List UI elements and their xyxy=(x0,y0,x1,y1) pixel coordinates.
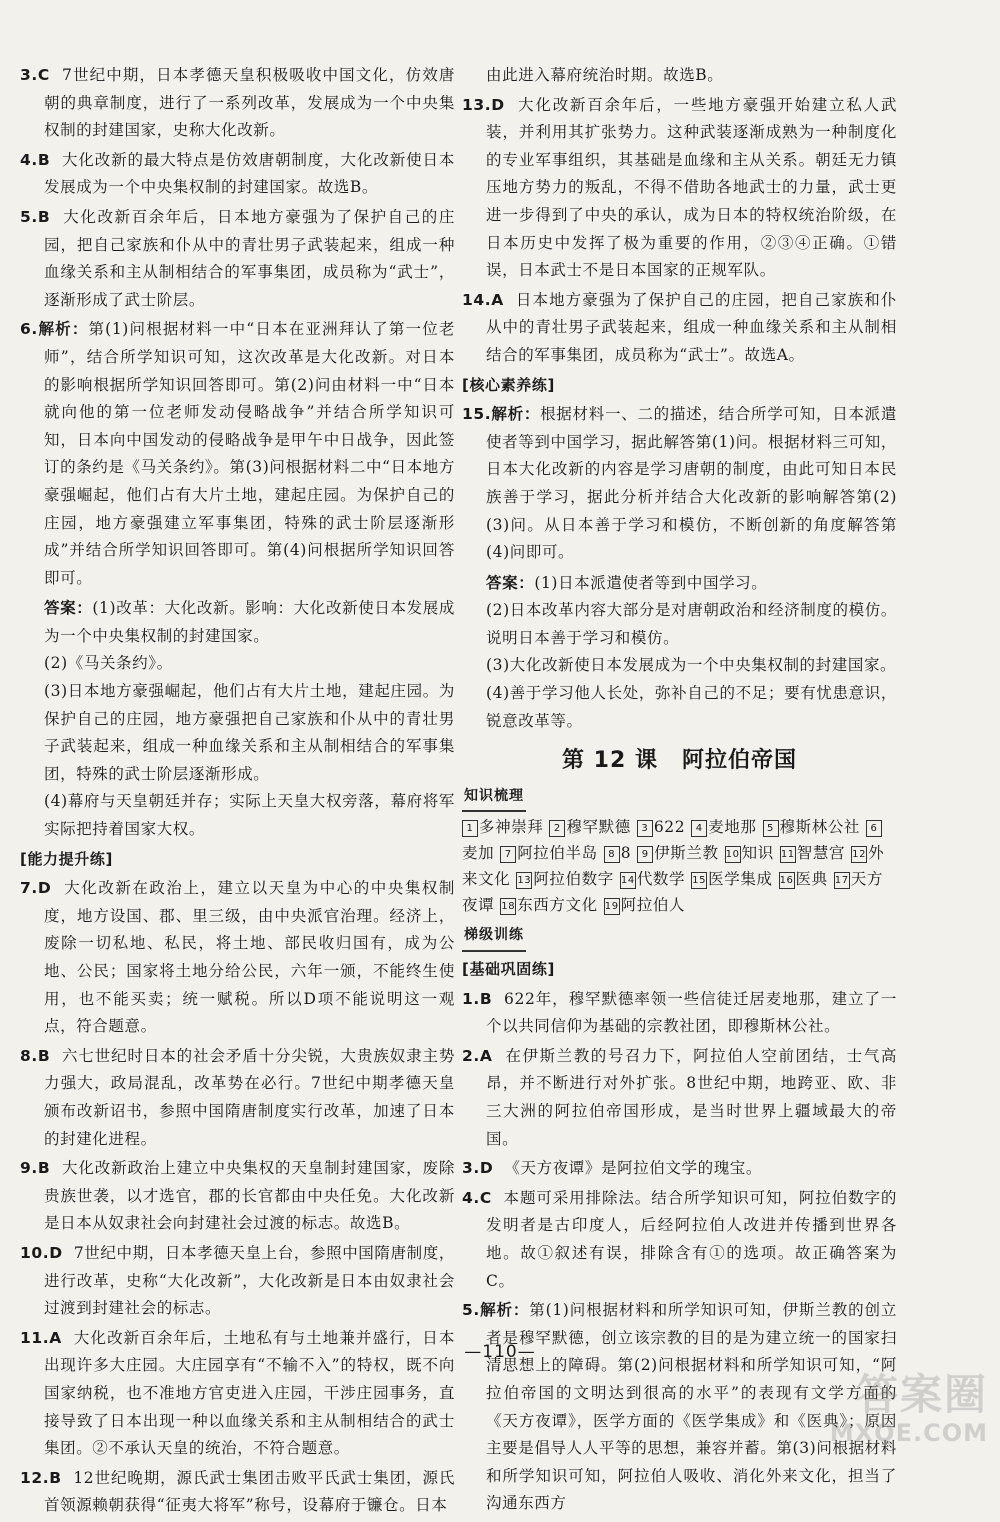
knowledge-text: 智慧宫 xyxy=(796,844,846,863)
answer-6-line-2: (2)《马关条约》。 xyxy=(44,654,173,673)
section-tag-ability: [能力提升练] xyxy=(20,849,113,868)
knowledge-list xyxy=(462,814,897,918)
knowledge-heading: 知识梳理 xyxy=(462,783,526,813)
knowledge-item xyxy=(779,870,828,888)
knowledge-number-box: 1 xyxy=(462,820,478,837)
knowledge-text: 麦地那 xyxy=(708,818,757,837)
knowledge-text: 医学集成 xyxy=(708,870,773,889)
knowledge-text: 伊斯兰教 xyxy=(654,844,719,863)
knowledge-number-box: 3 xyxy=(637,820,653,837)
knowledge-item xyxy=(725,844,774,862)
knowledge-item xyxy=(500,844,598,862)
knowledge-item xyxy=(516,870,614,888)
answer-15-line-4: (4)善于学习他人长处，弥补自己的不足；要有忧患意识，锐意改革等。 xyxy=(486,684,897,730)
knowledge-item xyxy=(637,818,685,836)
knowledge-text: 多神崇拜 xyxy=(479,818,544,837)
knowledge-number-box: 4 xyxy=(691,820,707,837)
answer-6-line-1: 答案：(1)改革：大化改新。影响：大化改新使日本发展成为一个中央集权制的封建国家。 xyxy=(44,598,455,645)
training-heading: 梯级训练 xyxy=(462,922,526,952)
answer-item-7: 7.D 大化改新在政治上，建立以天皇为中心的中央集权制度，地方设国、郡、里三级，由中央派官治理。经济上，废除一切私地、私民，将土地、部民收归国有，成为公地、公民；国家将土地分给公民，六年一颁，不能终生使用，也不能买卖；统一赋税。所以D项不能说明这一观点，符合题意。 xyxy=(20,879,455,1036)
knowledge-item xyxy=(620,870,685,888)
knowledge-text: 阿拉伯数字 xyxy=(533,870,614,889)
answer-6-block xyxy=(20,594,455,843)
knowledge-text: 代数学 xyxy=(636,870,686,889)
knowledge-text: 麦加 xyxy=(462,844,495,863)
knowledge-text: 阿拉伯人 xyxy=(620,896,686,915)
answer-item-5: 5.B 大化改新百余年后，日本地方豪强为了保护自己的庄园，把自己家族和仆从中的青壮男子武装起来，组成一种血缘关系和主从制相结合的军事集团，成员称为“武士”，逐渐形成了武士阶层。 xyxy=(20,207,455,309)
answer-item-3: 3.C 7世纪中期，日本孝德天皇积极吸收中国文化，仿效唐朝的典章制度，进行了一系列改革，发展成为一个中央集权制的封建国家，史称大化改新。 xyxy=(20,66,455,140)
knowledge-number-box: 10 xyxy=(725,846,741,863)
answer-item-14: 14.A 日本地方豪强为了保护自己的庄园，把自己家族和仆从中的青壮男子武装起来，组成一种血缘关系和主从制相结合的军事集团，成员称为“武士”。故选A。 xyxy=(462,290,897,364)
knowledge-number-box: 6 xyxy=(866,820,882,837)
knowledge-text: 穆罕默德 xyxy=(566,818,631,837)
answer-15-line-1: 答案：(1)日本派遣使者等到中国学习。 xyxy=(486,572,768,592)
knowledge-text: 知识 xyxy=(741,844,774,863)
answer-item-l12-4: 4.C 本题可采用排除法。结合所学知识可知，阿拉伯数字的发明者是古印度人，后经阿拉伯人改进并传播到世界各地。故①叙述有误，排除含有①的选项。故正确答案为C。 xyxy=(462,1188,897,1290)
watermark-logo: 答案圈 MXQE.COM xyxy=(829,1370,988,1447)
knowledge-text: 医典 xyxy=(795,870,828,889)
answer-item-l12-2: 2.A 在伊斯兰教的号召力下，阿拉伯人空前团结，士气高昂，并不断进行对外扩张。8世纪中期，地跨亚、欧、非三大洲的阿拉伯帝国形成，是当时世界上疆域最大的帝国。 xyxy=(462,1046,897,1148)
answer-item-8: 8.B 六七世纪时日本的社会矛盾十分尖锐，大贵族奴隶主势力强大，政局混乱，改革势在必行。7世纪中期孝德天皇颁布改新诏书，参照中国隋唐制度实行改革，加速了日本的封建化进程。 xyxy=(20,1046,455,1148)
answer-item-15: 15.解析：根据材料一、二的描述，结合所学可知，日本派遣使者等到中国学习，据此解答第(1)问。根据材料三可知，日本大化改新的内容是学习唐朝的制度，由此可知日本民族善于学习，据此分析并结合大化改新的影响解答第(2)(3)问。从日本善于学习和模仿，不断创新的角度解答第(4)问即可。 xyxy=(462,405,897,562)
knowledge-text: 穆斯林公社 xyxy=(779,818,861,837)
knowledge-number-box: 16 xyxy=(779,872,795,889)
knowledge-item xyxy=(500,896,598,914)
knowledge-text: 8 xyxy=(620,844,632,863)
knowledge-item xyxy=(691,870,772,888)
knowledge-text: 外来文化 xyxy=(462,844,885,889)
knowledge-item xyxy=(604,844,631,862)
knowledge-number-box: 12 xyxy=(851,846,867,863)
answer-item-9: 9.B 大化改新政治上建立中央集权的天皇制封建国家，废除贵族世袭，以才选官，郡的长官都由中央任免。大化改新是日本从奴隶社会向封建社会过渡的标志。故选B。 xyxy=(20,1159,455,1233)
left-column xyxy=(20,62,455,1522)
knowledge-number-box: 19 xyxy=(604,898,620,915)
answer-item-11: 11.A 大化改新百余年后，土地私有与土地兼并盛行，日本出现许多大庄园。大庄园享有“不输不入”的特权，既不向国家纳税，也不准地方官吏进入庄园，干涉庄园事务，直接导致了日本出现一种以血缘关系和主从制相结合的武士集团。②不承认天皇的统治，不符合题意。 xyxy=(20,1328,455,1458)
knowledge-item xyxy=(763,818,861,836)
answer-item-4: 4.B 大化改新的最大特点是仿效唐朝制度，大化改新使日本发展成为一个中央集权制的封建国家。故选B。 xyxy=(20,150,455,197)
knowledge-number-box: 14 xyxy=(620,872,636,889)
knowledge-number-box: 5 xyxy=(763,820,779,837)
knowledge-number-box: 17 xyxy=(834,872,850,889)
answer-15-line-2: (2)日本改革内容大部分是对唐朝政治和经济制度的模仿。说明日本善于学习和模仿。 xyxy=(486,601,897,647)
answer-item-l12-3: 3.D 《天方夜谭》是阿拉伯文学的瑰宝。 xyxy=(462,1159,763,1178)
answer-item-12-cont: 由此进入幕府统治时期。故选B。 xyxy=(486,66,724,84)
knowledge-text: 东西方文化 xyxy=(517,896,598,915)
knowledge-text: 622 xyxy=(653,818,686,837)
knowledge-item xyxy=(549,818,630,836)
knowledge-number-box: 13 xyxy=(516,872,532,889)
knowledge-item xyxy=(780,844,845,862)
page-number: —110— xyxy=(464,1342,536,1362)
answer-item-6: 6.解析：第(1)问根据材料一中“日本在亚洲拜认了第一位老师”，结合所学知识可知，这次改革是大化改新。对日本的影响根据所学知识回答即可。第(2)问由材料一中“日本就向他的第一位老师发动侵略战争”并结合所学知识可知，日本向中国发动的侵略战争是甲午中日战争，因此签订的条约是《马关条约》。第(3)问根据材料二中“日本地方豪强崛起，他们占有大片土地，建起庄园。为保护自己的庄园，地方豪强建立军事集团，特殊的武士阶层逐渐形成”并结合所学知识回答即可。第(4)问根据所学知识回答即可。 xyxy=(20,320,455,587)
knowledge-number-box: 7 xyxy=(500,846,516,863)
knowledge-number-box: 18 xyxy=(500,898,516,915)
knowledge-number-box: 15 xyxy=(691,872,707,889)
knowledge-text: 阿拉伯半岛 xyxy=(517,844,598,863)
knowledge-number-box: 8 xyxy=(604,846,620,863)
answer-6-line-4: (4)幕府与天皇朝廷并存；实际上天皇大权旁落，幕府将军实际把持着国家大权。 xyxy=(44,792,455,839)
knowledge-number-box: 2 xyxy=(549,820,565,837)
section-tag-basic: [基础巩固练] xyxy=(462,960,555,979)
right-column xyxy=(462,62,897,1520)
knowledge-item xyxy=(604,896,685,914)
answer-item-12: 12.B 12世纪晚期，源氏武士集团击败平氏武士集团，源氏首领源赖朝获得“征夷大将军”称号，设幕府于镰仓。日本 xyxy=(20,1468,455,1515)
knowledge-item xyxy=(462,818,543,836)
answer-item-l12-5: 5.解析：第(1)问根据材料和所学知识可知，伊斯兰教的创立者是穆罕默德，创立该宗教的目的是为建立统一的国家扫清思想上的障碍。第(2)问根据材料和所学知识可知，“阿拉伯帝国的文明达到很高的水平”的表现有文学方面的《天方夜谭》，医学方面的《医学集成》和《医典》；原因主要是倡导人人平等的思想，兼容并蓄。第(3)问根据材料和所学知识可知，阿拉伯人吸收、消化外来文化，担当了沟通东西方 xyxy=(462,1301,897,1513)
knowledge-item xyxy=(691,818,756,836)
answer-item-10: 10.D 7世纪中期，日本孝德天皇上台，参照中国隋唐制度，进行改革，史称“大化改新”，大化改新是日本由奴隶社会过渡到封建社会的标志。 xyxy=(20,1243,455,1318)
answer-15-block xyxy=(462,569,897,736)
answer-item-l12-1: 1.B 622年，穆罕默德率领一些信徒迁居麦地那，建立了一个以共同信仰为基础的宗教社团，即穆斯林公社。 xyxy=(462,989,897,1036)
lesson-title: 第 12 课 阿拉伯帝国 xyxy=(562,748,797,774)
knowledge-item xyxy=(637,844,718,862)
knowledge-number-box: 9 xyxy=(637,846,653,863)
section-tag-core: [核心素养练] xyxy=(462,375,555,394)
knowledge-number-box: 11 xyxy=(780,846,796,863)
answer-6-line-3: (3)日本地方豪强崛起，他们占有大片土地，建起庄园。为保护自己的庄园，地方豪强把自己家族和仆从中的青壮男子武装起来，组成一种血缘关系和主从制相结合的军事集团，特殊的武士阶层逐渐形成。 xyxy=(44,682,455,783)
knowledge-text: 天方夜谭 xyxy=(462,870,883,915)
answer-item-13: 13.D 大化改新百余年后，一些地方豪强开始建立私人武装，并利用其扩张势力。这种武装逐渐成熟为一种制度化的专业军事组织，其基础是血缘和主从关系。朝廷无力镇压地方势力的叛乱，不得不借助各地武士的力量，武士更进一步得到了中央的承认，成为日本的特权统治阶级，在日本历史中发挥了极为重要的作用，②③④正确。①错误，日本武士不是日本国家的正规军队。 xyxy=(462,95,897,280)
answer-15-line-3: (3)大化改新使日本发展成为一个中央集权制的封建国家。 xyxy=(486,656,897,675)
